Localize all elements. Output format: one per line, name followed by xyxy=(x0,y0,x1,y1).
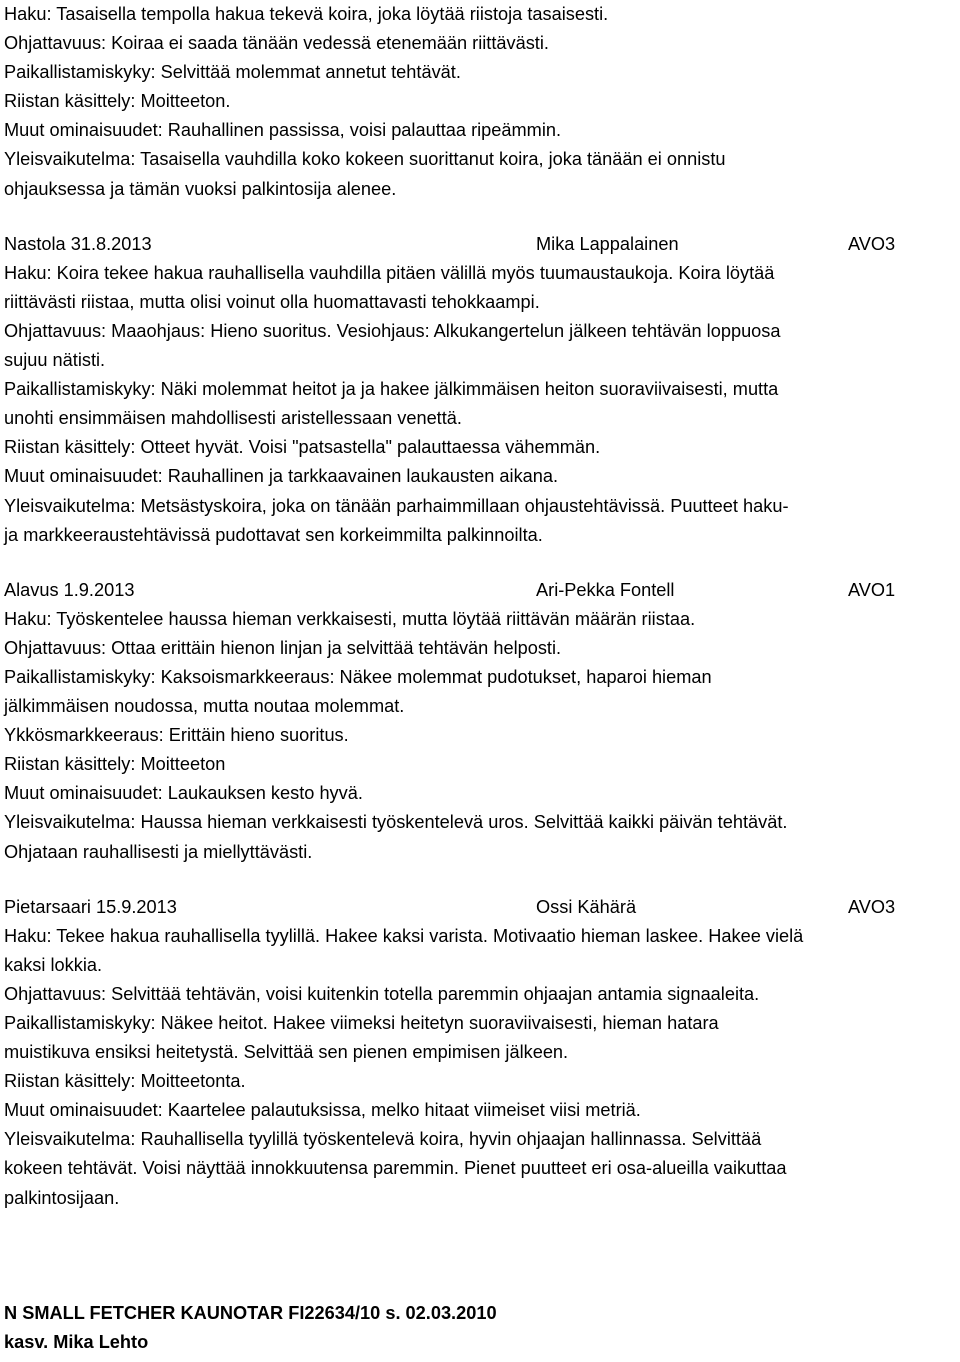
trial-line: Paikallistamiskyky: Näkee heitot. Hakee viimeksi heitetyn suoraviivaisesti, hieman hatara xyxy=(4,1013,719,1033)
trial-judge: Ossi Kähärä xyxy=(536,896,637,917)
spacer xyxy=(4,1213,956,1299)
trial-line: Muut ominaisuudet: Kaartelee palautuksissa, melko hitaat viimeiset viisi metriä. xyxy=(4,1100,641,1121)
trial-line: muistikuva ensiksi heitetystä. Selvittää sen pienen empimisen jälkeen. xyxy=(4,1042,569,1063)
trial-place-date: Nastola 31.8.2013 xyxy=(4,233,152,254)
trial-line: Haku: Tekee hakua rauhallisella tyylillä. Hakee kaksi varista. Motivaatio hieman laskee. Hakee vielä xyxy=(4,925,804,946)
trial-header xyxy=(4,893,956,922)
intro-line: Paikallistamiskyky: Selvittää molemmat annetut tehtävät. xyxy=(4,62,461,83)
trial-line: kokeen tehtävät. Voisi näyttää innokkuutensa paremmin. Pienet puutteet eri osa-alueilla vaikuttaa xyxy=(4,1158,787,1179)
spacer xyxy=(4,867,956,893)
trial-line: riittävästi riistaa, mutta olisi voinut olla huomattavasti tehokkaampi. xyxy=(4,291,540,312)
spacer xyxy=(4,204,956,230)
trial-line: Muut ominaisuudet: Rauhallinen ja tarkkaavainen laukausten aikana. xyxy=(4,466,559,487)
intro-line: ohjauksessa ja tämän vuoksi palkintosija alenee. xyxy=(4,178,397,199)
trial-line: Ohjattavuus: Ottaa erittäin hienon linjan ja selvittää tehtävän helposti. xyxy=(4,637,562,658)
document-page xyxy=(4,0,956,1357)
trial-line: Ykkösmarkkeeraus: Erittäin hieno suoritus. xyxy=(4,725,349,746)
trial-line: Paikallistamiskyky: Näki molemmat heitot ja ja hakee jälkimmäisen heiton suoraviivaisesti, mutta xyxy=(4,379,779,400)
trial-line: Haku: Koira tekee hakua rauhallisella vauhdilla pitäen välillä myös tuumaustaukoja. Koira löytää xyxy=(4,262,775,283)
spacer xyxy=(4,550,956,576)
trial-grade: AVO3 xyxy=(848,233,896,254)
trial-line: jälkimmäisen noudossa, mutta noutaa molemmat. xyxy=(4,696,405,717)
trial-header xyxy=(4,576,956,605)
trial-grade: AVO3 xyxy=(848,896,896,917)
trial-line: Riistan käsittely: Moitteeton xyxy=(4,754,226,775)
trial-line: Yleisvaikutelma: Haussa hieman verkkaisesti työskentelevä uros. Selvittää kaikki päivän tehtävät. xyxy=(4,812,788,833)
trial-section xyxy=(4,576,956,867)
trial-line: kaksi lokkia. xyxy=(4,954,103,975)
intro-line: Ohjattavuus: Koiraa ei saada tänään vedessä etenemään riittävästi. xyxy=(4,33,549,54)
trial-line: Ohjattavuus: Maaohjaus: Hieno suoritus. Vesiohjaus: Alkukangertelun jälkeen tehtävän loppuosa xyxy=(4,320,781,341)
trial-line: Ohjattavuus: Selvittää tehtävän, voisi kuitenkin totella paremmin ohjaajan antamia signaaleita. xyxy=(4,983,760,1004)
trial-section xyxy=(4,230,956,550)
trial-header xyxy=(4,230,956,259)
trial-judge: Mika Lappalainen xyxy=(536,233,679,254)
intro-line: Riistan käsittely: Moitteeton. xyxy=(4,91,231,112)
trial-grade: AVO1 xyxy=(848,579,896,600)
trial-place-date: Alavus 1.9.2013 xyxy=(4,579,135,600)
dog-name: N SMALL FETCHER KAUNOTAR FI22634/10 s. 02.03.2010 xyxy=(4,1302,497,1323)
intro-section xyxy=(4,0,956,204)
dog-footer xyxy=(4,1299,956,1357)
trial-line: Yleisvaikutelma: Rauhallisella tyylillä työskentelevä koira, hyvin ohjaajan hallinnassa. Selvittää xyxy=(4,1129,762,1150)
trial-line: sujuu nätisti. xyxy=(4,350,106,371)
intro-line: Muut ominaisuudet: Rauhallinen passissa, voisi palauttaa ripeämmin. xyxy=(4,120,562,141)
trial-line: Riistan käsittely: Otteet hyvät. Voisi "patsastella" palauttaessa vähemmän. xyxy=(4,437,601,458)
trial-line: Muut ominaisuudet: Laukauksen kesto hyvä. xyxy=(4,783,363,804)
trial-judge: Ari-Pekka Fontell xyxy=(536,579,675,600)
trial-line: Yleisvaikutelma: Metsästyskoira, joka on tänään parhaimmillaan ohjaustehtävissä. Puutteet haku- xyxy=(4,495,789,516)
trial-line: Riistan käsittely: Moitteetonta. xyxy=(4,1071,246,1092)
trial-place-date: Pietarsaari 15.9.2013 xyxy=(4,896,177,917)
trial-line: Paikallistamiskyky: Kaksoismarkkeeraus: Näkee molemmat pudotukset, haparoi hieman xyxy=(4,666,712,687)
trial-line: ja markkeeraustehtävissä pudottavat sen korkeimmilta palkinnoilta. xyxy=(4,524,543,545)
intro-line: Haku: Tasaisella tempolla hakua tekevä koira, joka löytää riistoja tasaisesti. xyxy=(4,4,609,24)
breeder-name: kasv. Mika Lehto xyxy=(4,1331,149,1352)
intro-line: Yleisvaikutelma: Tasaisella vauhdilla koko kokeen suorittanut koira, joka tänään ei onnistu xyxy=(4,149,726,170)
trial-line: unohti ensimmäisen mahdollisesti aristellessaan venettä. xyxy=(4,408,462,429)
trial-line: Ohjataan rauhallisesti ja miellyttävästi. xyxy=(4,841,313,862)
trial-line: Haku: Työskentelee haussa hieman verkkaisesti, mutta löytää riittävän määrän riistaa. xyxy=(4,608,696,629)
trial-section xyxy=(4,893,956,1213)
trial-line: palkintosijaan. xyxy=(4,1187,120,1208)
